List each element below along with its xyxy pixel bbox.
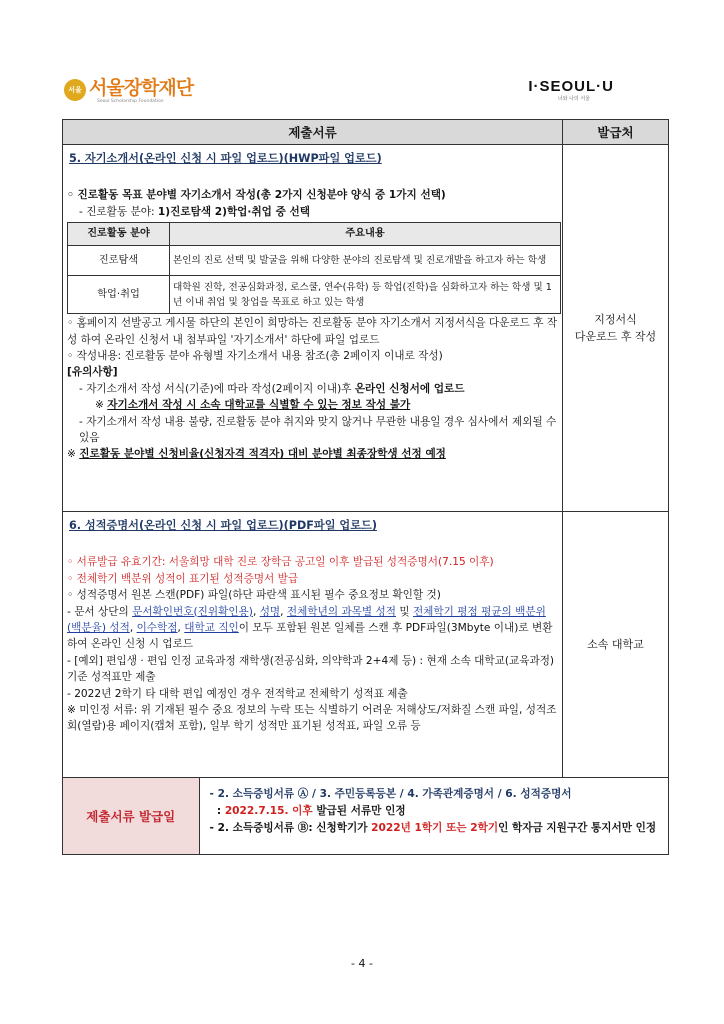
brand-text: I·SEOUL·U: [528, 78, 614, 95]
logo-text: 서울장학재단: [89, 76, 194, 99]
iseoulu-logo: [528, 78, 614, 102]
section-5-title: 5. 자기소개서(온라인 신청 시 파일 업로드)(HWP파일 업로드): [69, 152, 382, 165]
field-study-employment-desc: 대학원 진학, 전공심화과정, 로스쿨, 연수(유학) 등 학업(진학)을 심화하고자 하는 학생 및 1년 이내 취업 및 창업을 목표로 하고 있는 학생: [170, 276, 561, 314]
col-header-docs: 제출서류: [63, 120, 563, 145]
s6-line-5: - [예외] 편입생 · 편입 인정 교육과정 재학생(전공심화, 의약학과 2+4제 등) : 현재 소속 대학교(교육과정) 기준 성적표만 제출: [67, 654, 555, 684]
s5-notice-heading: [유의사항]: [67, 366, 118, 379]
brand-subtitle: 너와 나의 서울: [557, 96, 590, 102]
s6-line-2: ◦ 전체학기 백분위 성적이 표기된 성적증명서 발급: [67, 572, 299, 585]
issue-line-2: : 2022.7.15. 이후 발급된 서류만 인정: [209, 805, 406, 817]
section-5-issuer: 지정서식 다운로드 후 작성: [563, 145, 669, 512]
foundation-logo: [64, 70, 193, 110]
seoul-seal-icon: 서울: [64, 79, 86, 101]
field-exploration-desc: 본인의 진로 선택 및 발굴을 위해 다양한 분야의 진로탐색 및 진로개발을 하고자 하는 학생: [170, 246, 561, 276]
s6-line-3: ◦ 성적증명서 원본 스캔(PDF) 파일(하단 파란색 표시된 필수 중요정보 확인할 것): [67, 589, 441, 602]
section-6-issuer: 소속 대학교: [563, 512, 669, 778]
s5-line-8: - 자기소개서 작성 내용 불량, 진로활동 분야 취지와 맞지 않거나 무관한 내용일 경우 심사에서 제외될 수 있음: [79, 415, 557, 445]
page-number: - 4 -: [351, 957, 373, 970]
s5-line-6: - 자기소개서 작성 서식(기준)에 따라 작성(2페이지 이내)후 온라인 신청서에 업로드: [79, 382, 465, 395]
s6-line-7: ※ 미인정 서류: 위 기재된 필수 중요 정보의 누락 또는 식별하기 어려운 저해상도/저화질 스캔 파일, 성적조회(열람)용 페이지(캡쳐 포함), 일부 학기 성적만 표기된 성적표, 파일 오류 등: [67, 704, 557, 733]
section-6-cell: [63, 512, 563, 778]
section-6-title: 6. 성적증명서(온라인 신청 시 파일 업로드)(PDF파일 업로드): [69, 519, 377, 532]
issue-line-1: - 2. 소득증빙서류 Ⓐ / 3. 주민등록등본 / 4. 가족관계증명서 / 6. 성적증명서: [209, 788, 572, 800]
inner-header-content: 주요내용: [170, 223, 561, 246]
s5-line-2: - 진로활동 분야: 1)진로탐색 2)학업·취업 중 선택: [79, 205, 310, 218]
issue-date-row: [63, 778, 669, 855]
career-field-table: [67, 222, 561, 314]
s6-line-4: - 문서 상단의 문서확인번호(진위확인용), 성명, 전체학년의 과목별 성적 및 전체학기 평점 평균의 백분위(백분율) 성적, 이수학점, 대학교 직인이 모두 포함된 원본 일체를 스캔 후 PDF파일(3Mbyte 이내)로 변환하여 온라인 신청 시 업로드: [67, 605, 553, 651]
s5-line-7: ※ 자기소개서 작성 시 소속 대학교를 식별할 수 있는 정보 작성 불가: [95, 399, 411, 412]
inner-header-field: 진로활동 분야: [68, 223, 170, 246]
section-5-cell: [63, 145, 563, 512]
documents-table: [62, 119, 669, 855]
issue-date-content: [199, 778, 668, 854]
s6-line-6: - 2022년 2학기 타 대학 편입 예정인 경우 전적학교 전체학기 성적표 제출: [67, 687, 408, 700]
field-study-employment: 학업·취업: [68, 276, 170, 314]
s5-line-1: ◦ 진로활동 목표 분야별 자기소개서 작성(총 2가지 신청분야 양식 중 1가지 선택): [67, 189, 446, 202]
issue-date-label: 제출서류 발급일: [63, 778, 199, 854]
logo-subtitle: Seoul Scholarship Foundation: [97, 98, 164, 104]
issue-line-3: - 2. 소득증빙서류 Ⓑ: 신청학기가 2022년 1학기 또는 2학기인 학자금 지원구간 통지서만 인정: [209, 822, 657, 834]
s6-line-1: ◦ 서류발급 유효기간: 서울희망 대학 진로 장학금 공고일 이후 발급된 성적증명서(7.15 이후): [67, 556, 494, 569]
s5-line-9: ※ 진로활동 분야별 신청비율(신청자격 적격자) 대비 분야별 최종장학생 선정 예정: [67, 448, 446, 461]
s5-line-4: ◦ 작성내용: 진로활동 분야 유형별 자기소개서 내용 참조(총 2페이지 이내로 작성): [67, 350, 443, 363]
field-exploration: 진로탐색: [68, 246, 170, 276]
s5-line-3: ◦ 홈페이지 선발공고 게시물 하단의 본인이 희망하는 진로활동 분야 자기소개서 지정서식을 다운로드 후 작성 하여 온라인 신청서 내 첨부파일 '자기소개서' 하단에 파일 업로드: [67, 317, 558, 346]
col-header-issuer: 발급처: [563, 120, 669, 145]
